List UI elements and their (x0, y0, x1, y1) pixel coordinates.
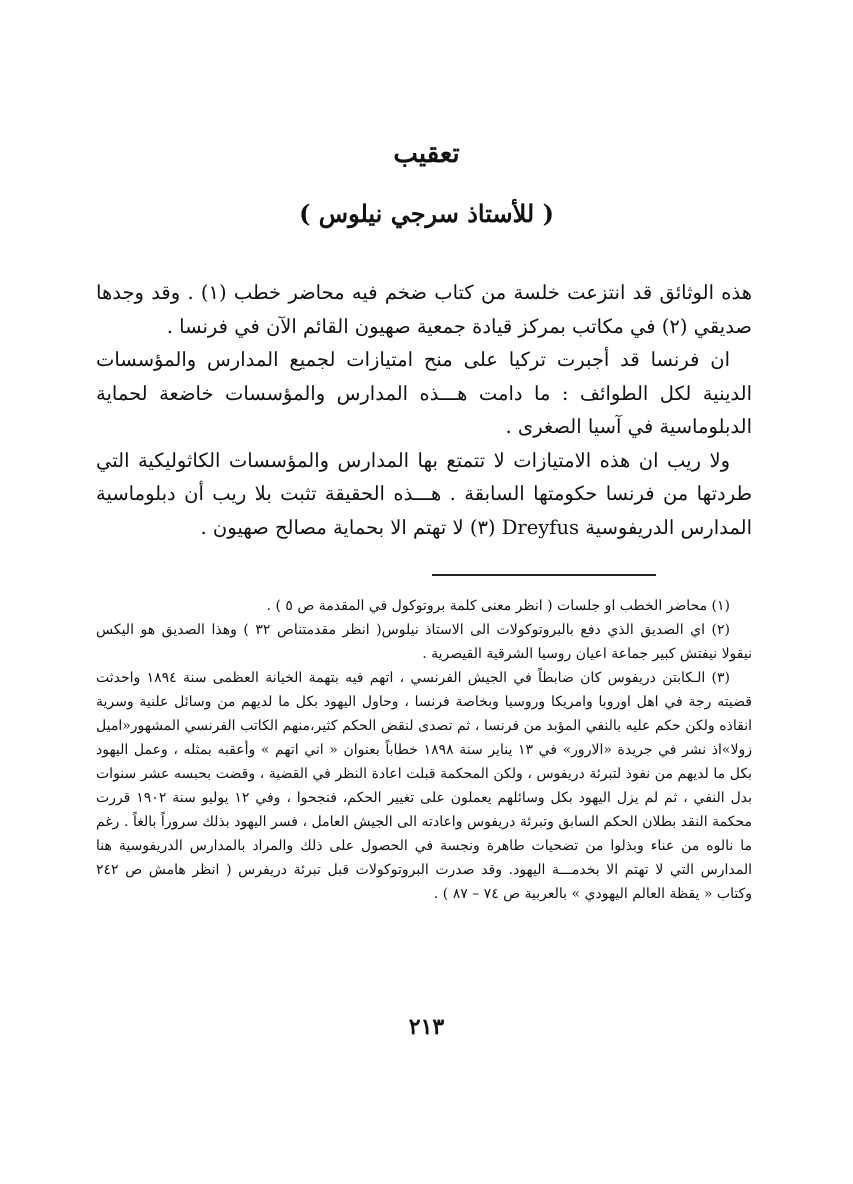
footnote-1: (١) محاضر الخطب او جلسات ( انظر معنى كلمة بروتوكول في المقدمة ص ٥ ) . (266, 598, 730, 614)
footnote-divider (432, 574, 656, 576)
main-text (96, 276, 752, 544)
body-paragraph-2: ان فرنسا قد أجبرت تركيا على منح امتيازات لجميع المدارس والمؤسسات الدينية لكل الطوائف : ما دامت هـــذه المدارس والمؤسسات خاضعة لحماية الدبلوماسية في آسيا الصغرى . (96, 348, 752, 438)
page-title: تعقيب (393, 139, 460, 169)
footnote-3: (٣) الـكابتن دريفوس كان ضابطاً في الجيش الفرنسي ، اتهم فيه بتهمة الخيانة العظمى سنة ١٨٩٤ واحدثت قضيته رجة في اهل اوروبا وامريكا وروسيا وبخاصة فرنسا ، وحاول اليهود بكل ما لديهم من وسائل علنية وسرية انقاذه ولكن حكم عليه بالنفي المؤبد من فرنسا ، ثم تصدى لنقض الحكم كثير،منهم الكاتب الفرنسي المشهور«اميل زولا»اذ نشر في جريدة «الارور» في ١٣ يناير سنة ١٨٩٨ خطاباً بعنوان « اني اتهم » وأعقبه بمثله ، وعمل اليهود بكل ما لديهم من نفوذ لتبرئة دريفوس ، ولكن المحكمة قبلت اعادة النظر في القضية ، وقضت بحبسه عشر سنوات بدل النفي ، ثم لم يزل اليهود بكل وسائلهم يعملون على تغيير الحكم، فنجحوا ، وفي ١٢ يوليو سنة ١٩٠٢ قررت محكمة النقد بطلان الحكم السابق وتبرئة دريفوس واعادته الى الجيش العامل ، فسر اليهود بذلك سروراً بالغاً . رغم ما نالوه من عناء وبذلوا من تضحيات طاهرة ونجسة في الحصول على ذلك والمراد بالمدارس الدريفوسية هنا المدارس التي لا تهتم الا بخدمـــة اليهود. وقد صدرت البروتوكولات قبل تبرئة دريفرس ( انظر هامش ص ٢٤٢ وكتاب « يقظة العالم اليهودي » بالعربية ص ٧٤ – ٨٧ ) . (96, 670, 752, 902)
footnote-2: (٢) اي الصديق الذي دفع بالبروتوكولات الى الاستاذ نيلوس( انظر مقدمتناص ٣٢ ) وهذا الصديق هو اليكس نيقولا نيفتش كبير جماعة اعيان روسيا الشرقية القيصرية . (96, 622, 752, 662)
body-paragraph-3: ولا ريب ان هذه الامتيازات لا تتمتع بها المدارس والمؤسسات الكاثوليكية التي طردتها من فرنسا حكومتها السابقة . هـــذه الحقيقة تثبت بلا ريب أن دبلوماسية المدارس الدريفوسية Dreyfus (٣) لا تهتم الا بحماية مصالح صهيون . (96, 448, 752, 539)
body-paragraph-1: هذه الوثائق قد انتزعت خلسة من كتاب ضخم فيه محاضر خطب (١) . وقد وجدها صديقي (٢) في مكاتب بمركز قيادة جمعية صهيون القائم الآن في فرنسا . (96, 281, 752, 338)
page-number: ٢١٣ (408, 1014, 445, 1040)
author-attribution: ( للأستاذ سرجي نيلوس ) (299, 199, 554, 228)
footnotes (96, 594, 752, 906)
